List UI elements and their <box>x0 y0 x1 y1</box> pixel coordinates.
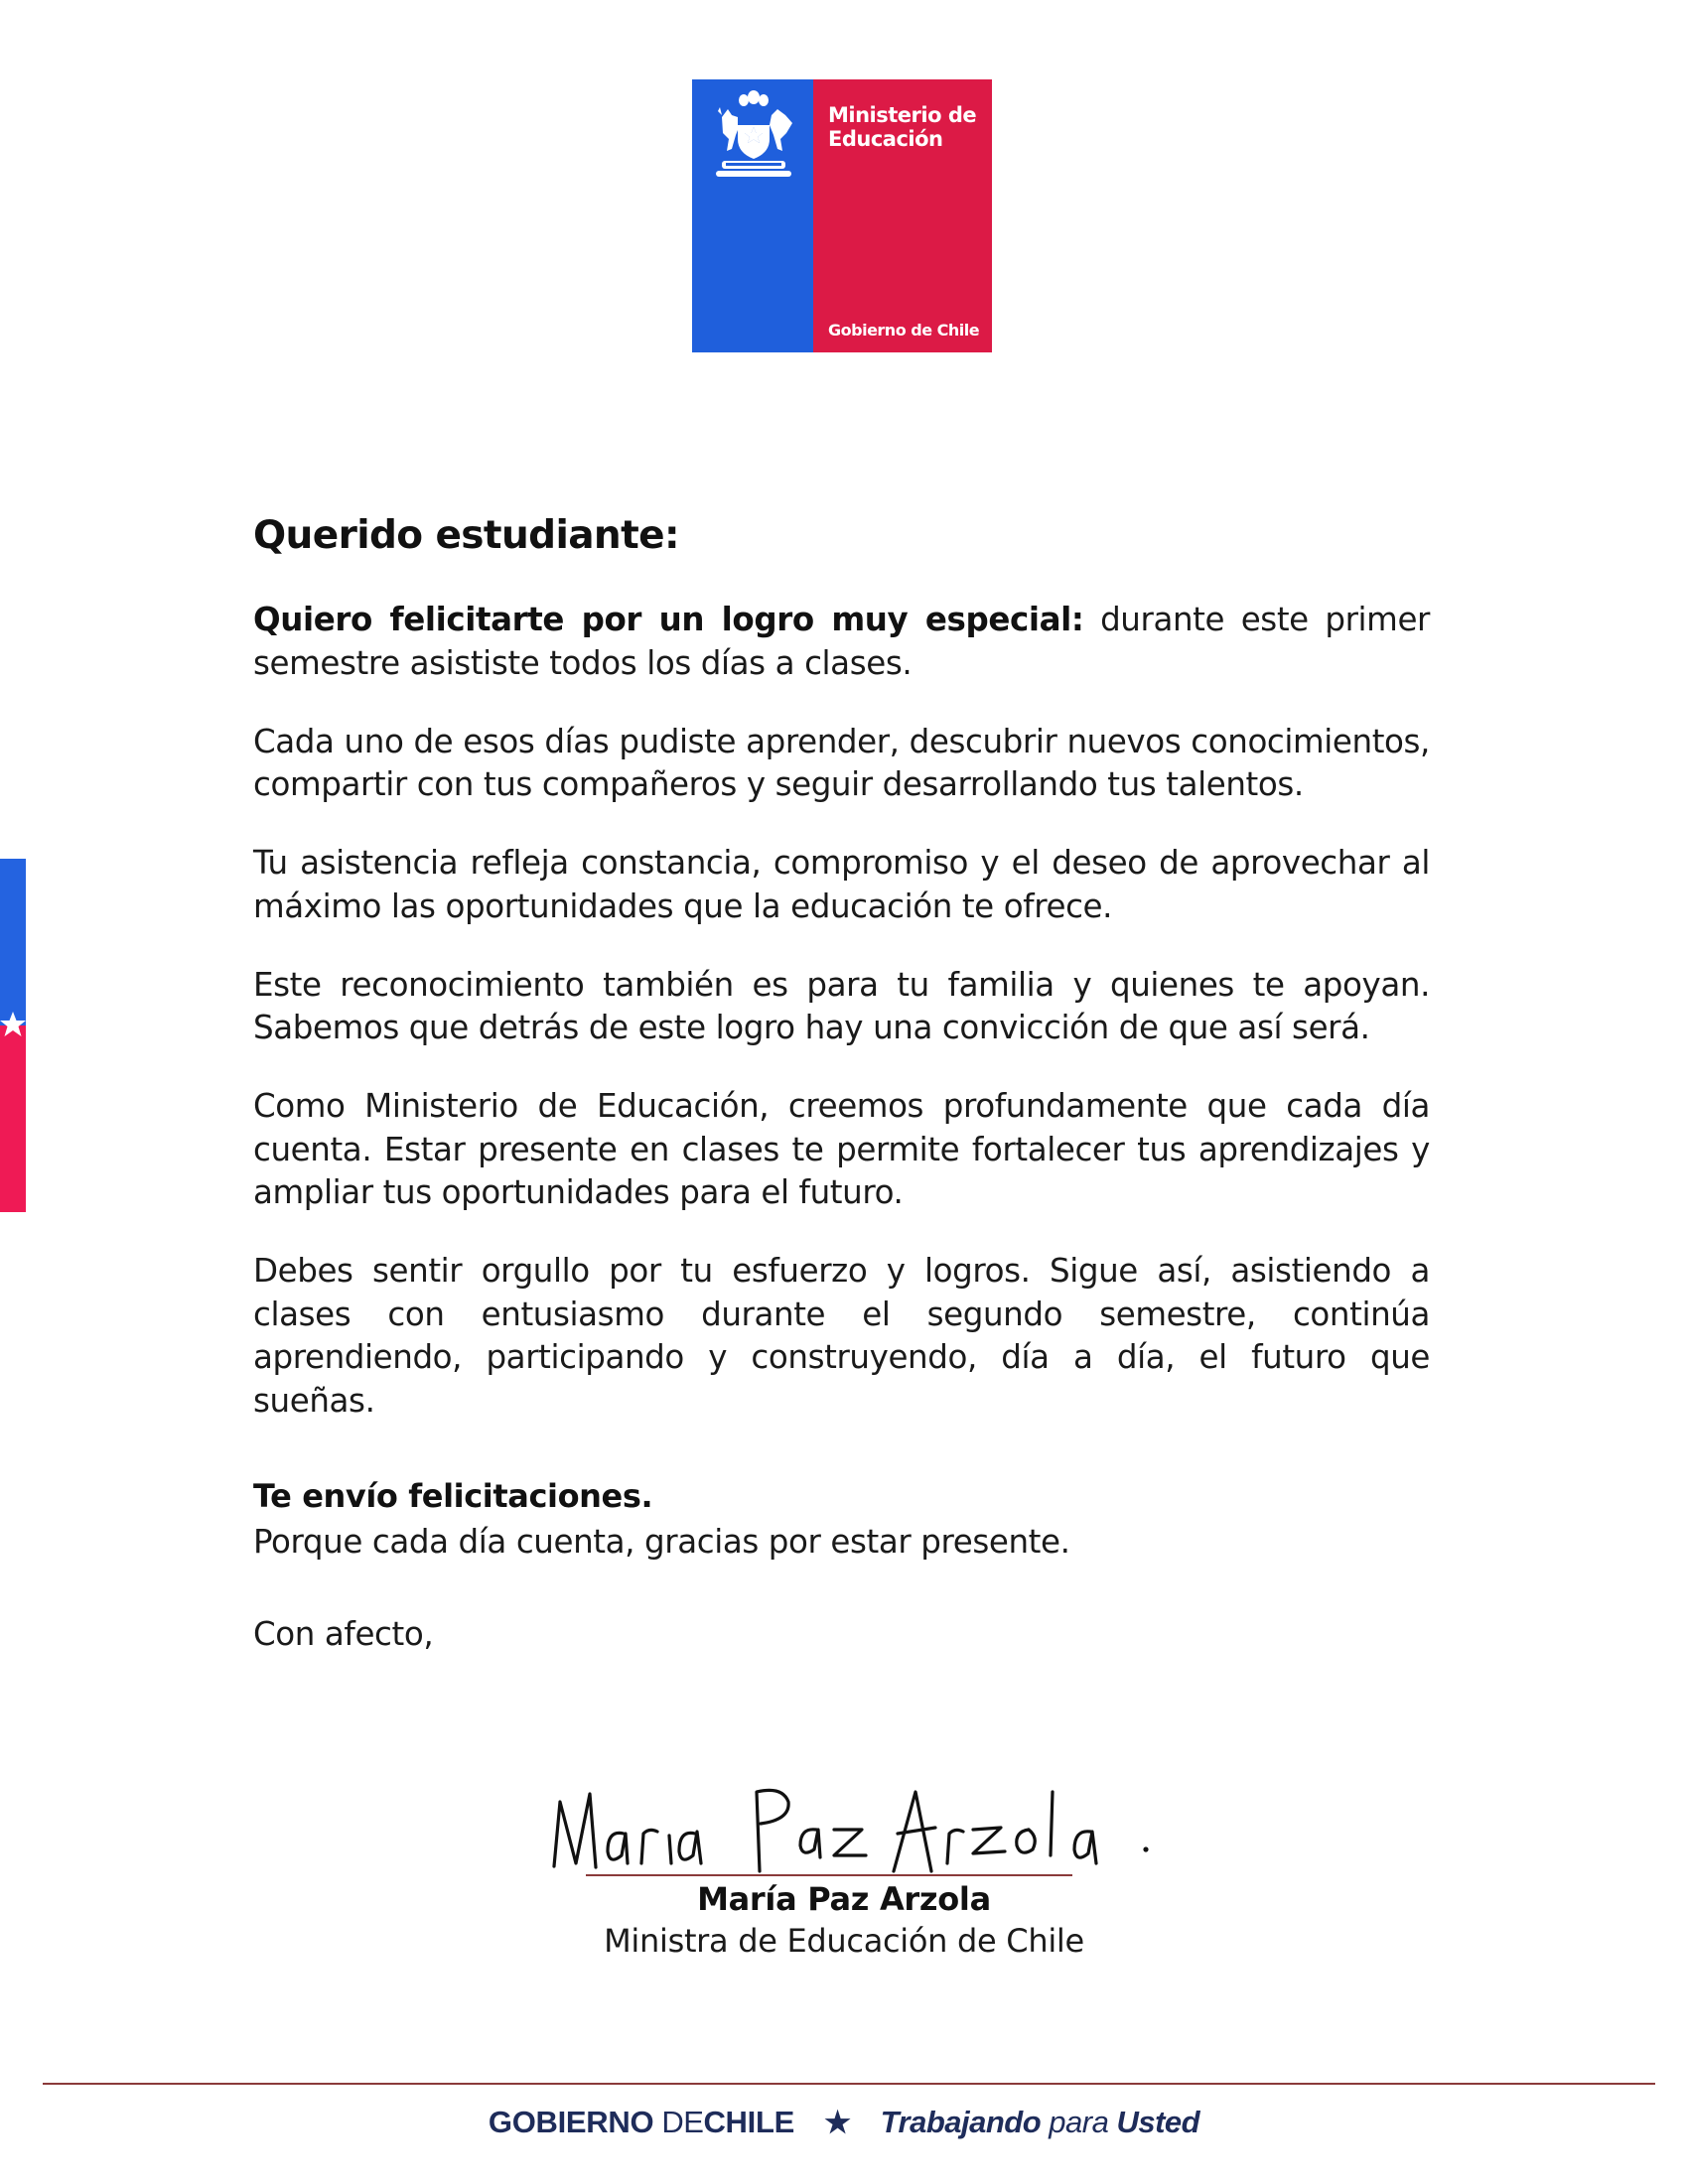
footer-gobierno: GOBIERNO <box>488 2105 654 2139</box>
paragraph-4 <box>253 964 1430 1050</box>
ministry-logo <box>692 79 992 352</box>
ministry-name <box>828 103 987 151</box>
footer-star-icon: ★ <box>824 2107 851 2139</box>
flag-blue-band <box>0 859 26 1025</box>
paragraph-text: Como Ministerio de Educación, creemos profundamente que cada día cuenta. Estar presente en clases te permite fortalecer tus aprendizajes y ampliar tus oportunidades para el futuro. <box>253 1087 1430 1211</box>
paragraph-text: Este reconocimiento también es para tu familia y quienes te apoyan. Sabemos que detrás de este logro hay una convicción de que así será. <box>253 965 1430 1046</box>
signer-name: María Paz Arzola <box>697 1880 991 1918</box>
footer-chile: CHILE <box>703 2105 794 2139</box>
star-icon <box>0 1010 28 1039</box>
salutation: Querido estudiante: <box>253 513 679 558</box>
closing-line: Porque cada día cuenta, gracias por estar presente. <box>253 1523 1070 1561</box>
paragraph-1 <box>253 599 1430 685</box>
paragraph-text: Debes sentir orgullo por tu esfuerzo y logros. Sigue así, asistiendo a clases con entusiasmo durante el segundo semestre, continúa aprendiendo, participando y construyendo, día a día, el futuro que sueñas. <box>253 1252 1430 1420</box>
paragraph-text: Cada uno de esos días pudiste aprender, descubrir nuevos conocimientos, compartir con tus compañeros y seguir desarrollando tus talentos. <box>253 722 1430 803</box>
handwritten-signature <box>546 1772 1172 1891</box>
footer-slogan <box>0 2103 1688 2143</box>
paragraph-2 <box>253 721 1430 807</box>
footer-para: para <box>1049 2105 1109 2139</box>
paragraph-text: Tu asistencia refleja constancia, compromiso y el deseo de aprovechar al máximo las oportunidades que la educación te ofrece. <box>253 844 1430 925</box>
ministry-name-line1: Ministerio de <box>828 103 977 127</box>
paragraph-3 <box>253 842 1430 928</box>
paragraph-text: durante este primer semestre asististe todos los días a clases. <box>253 601 1431 682</box>
farewell: Con afecto, <box>253 1615 434 1653</box>
paragraph-lead: Quiero felicitarte por un logro muy especial: <box>253 601 1084 638</box>
ministry-name-line2: Educación <box>828 127 943 151</box>
government-label: Gobierno de Chile <box>828 321 980 340</box>
footer-de: DE <box>661 2105 704 2139</box>
flag-red-band <box>0 1025 26 1212</box>
closing-bold: Te envío felicitaciones. <box>253 1477 653 1515</box>
footer-usted: Usted <box>1116 2105 1200 2139</box>
flag-strip <box>0 859 26 1212</box>
signer-role: Ministra de Educación de Chile <box>604 1922 1084 1960</box>
letter-body <box>253 511 1430 1458</box>
paragraph-6 <box>253 1250 1430 1423</box>
closing-block <box>253 1473 1430 1657</box>
signer-block <box>437 1878 1251 1962</box>
footer-divider <box>43 2083 1655 2085</box>
paragraph-5 <box>253 1085 1430 1215</box>
coat-of-arms-icon <box>704 87 803 182</box>
footer-trabajando: Trabajando <box>880 2105 1042 2139</box>
